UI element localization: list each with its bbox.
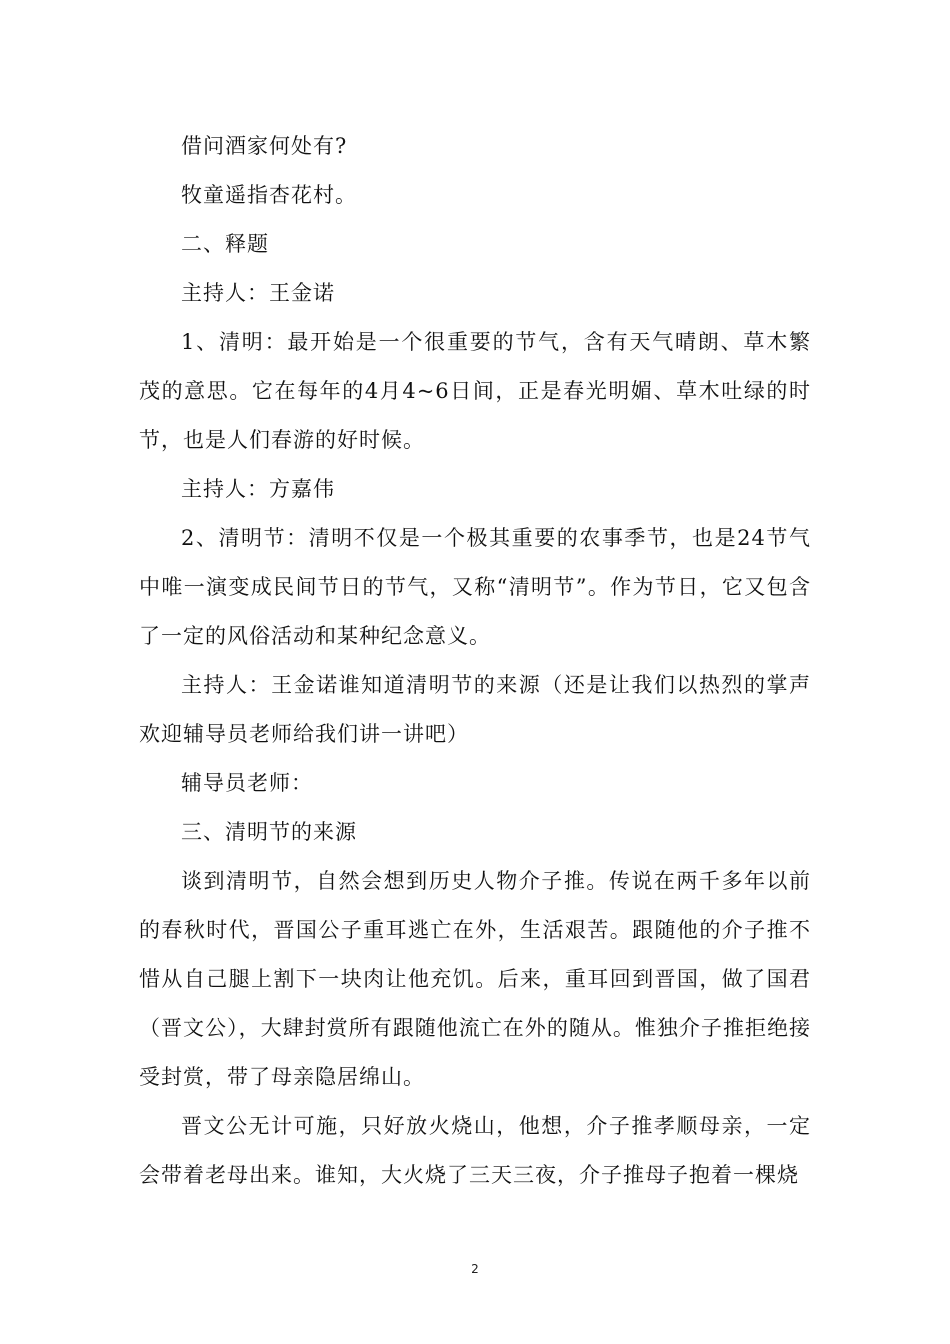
host-line: 主持人：方嘉伟 [181,477,335,501]
poem-line-2: 牧童遥指杏花村。 [181,183,357,207]
document-body [139,122,811,1200]
page-number: 2 [471,1262,479,1276]
paragraph-qingming-solar-term: 1、清明：最开始是一个很重要的节气，含有天气晴朗、草木繁茂的意思。它在每年的4月4~6日间，正是春光明媚、草木吐绿的时节，也是人们春游的好时候。 [139,330,811,452]
host-line: 主持人：王金诺 [181,281,335,305]
paragraph-origin-story-continued: 晋文公无计可施，只好放火烧山，他想，介子推孝顺母亲，一定会带着老母出来。谁知，大火烧了三天三夜，介子推母子抱着一棵烧 [139,1114,811,1187]
section-heading-origin: 三、清明节的来源 [181,820,357,844]
poem-line-1: 借问酒家何处有? [181,134,348,158]
section-heading-explanation: 二、释题 [181,232,269,256]
counselor-line: 辅导员老师： [181,771,313,795]
paragraph-origin-story: 谈到清明节，自然会想到历史人物介子推。传说在两千多年以前的春秋时代，晋国公子重耳逃亡在外，生活艰苦。跟随他的介子推不惜从自己腿上割下一块肉让他充饥。后来，重耳回到晋国，做了国君（晋文公），大肆封赏所有跟随他流亡在外的随从。惟独介子推拒绝接受封赏，带了母亲隐居绵山。 [139,869,811,1089]
host-line: 主持人：王金诺谁知道清明节的来源（还是让我们以热烈的掌声欢迎辅导员老师给我们讲一讲吧） [139,673,811,746]
paragraph-qingming-festival: 2、清明节：清明不仅是一个极其重要的农事季节，也是24节气中唯一演变成民间节日的节气，又称“清明节”。作为节日，它又包含了一定的风俗活动和某种纪念意义。 [139,526,811,648]
